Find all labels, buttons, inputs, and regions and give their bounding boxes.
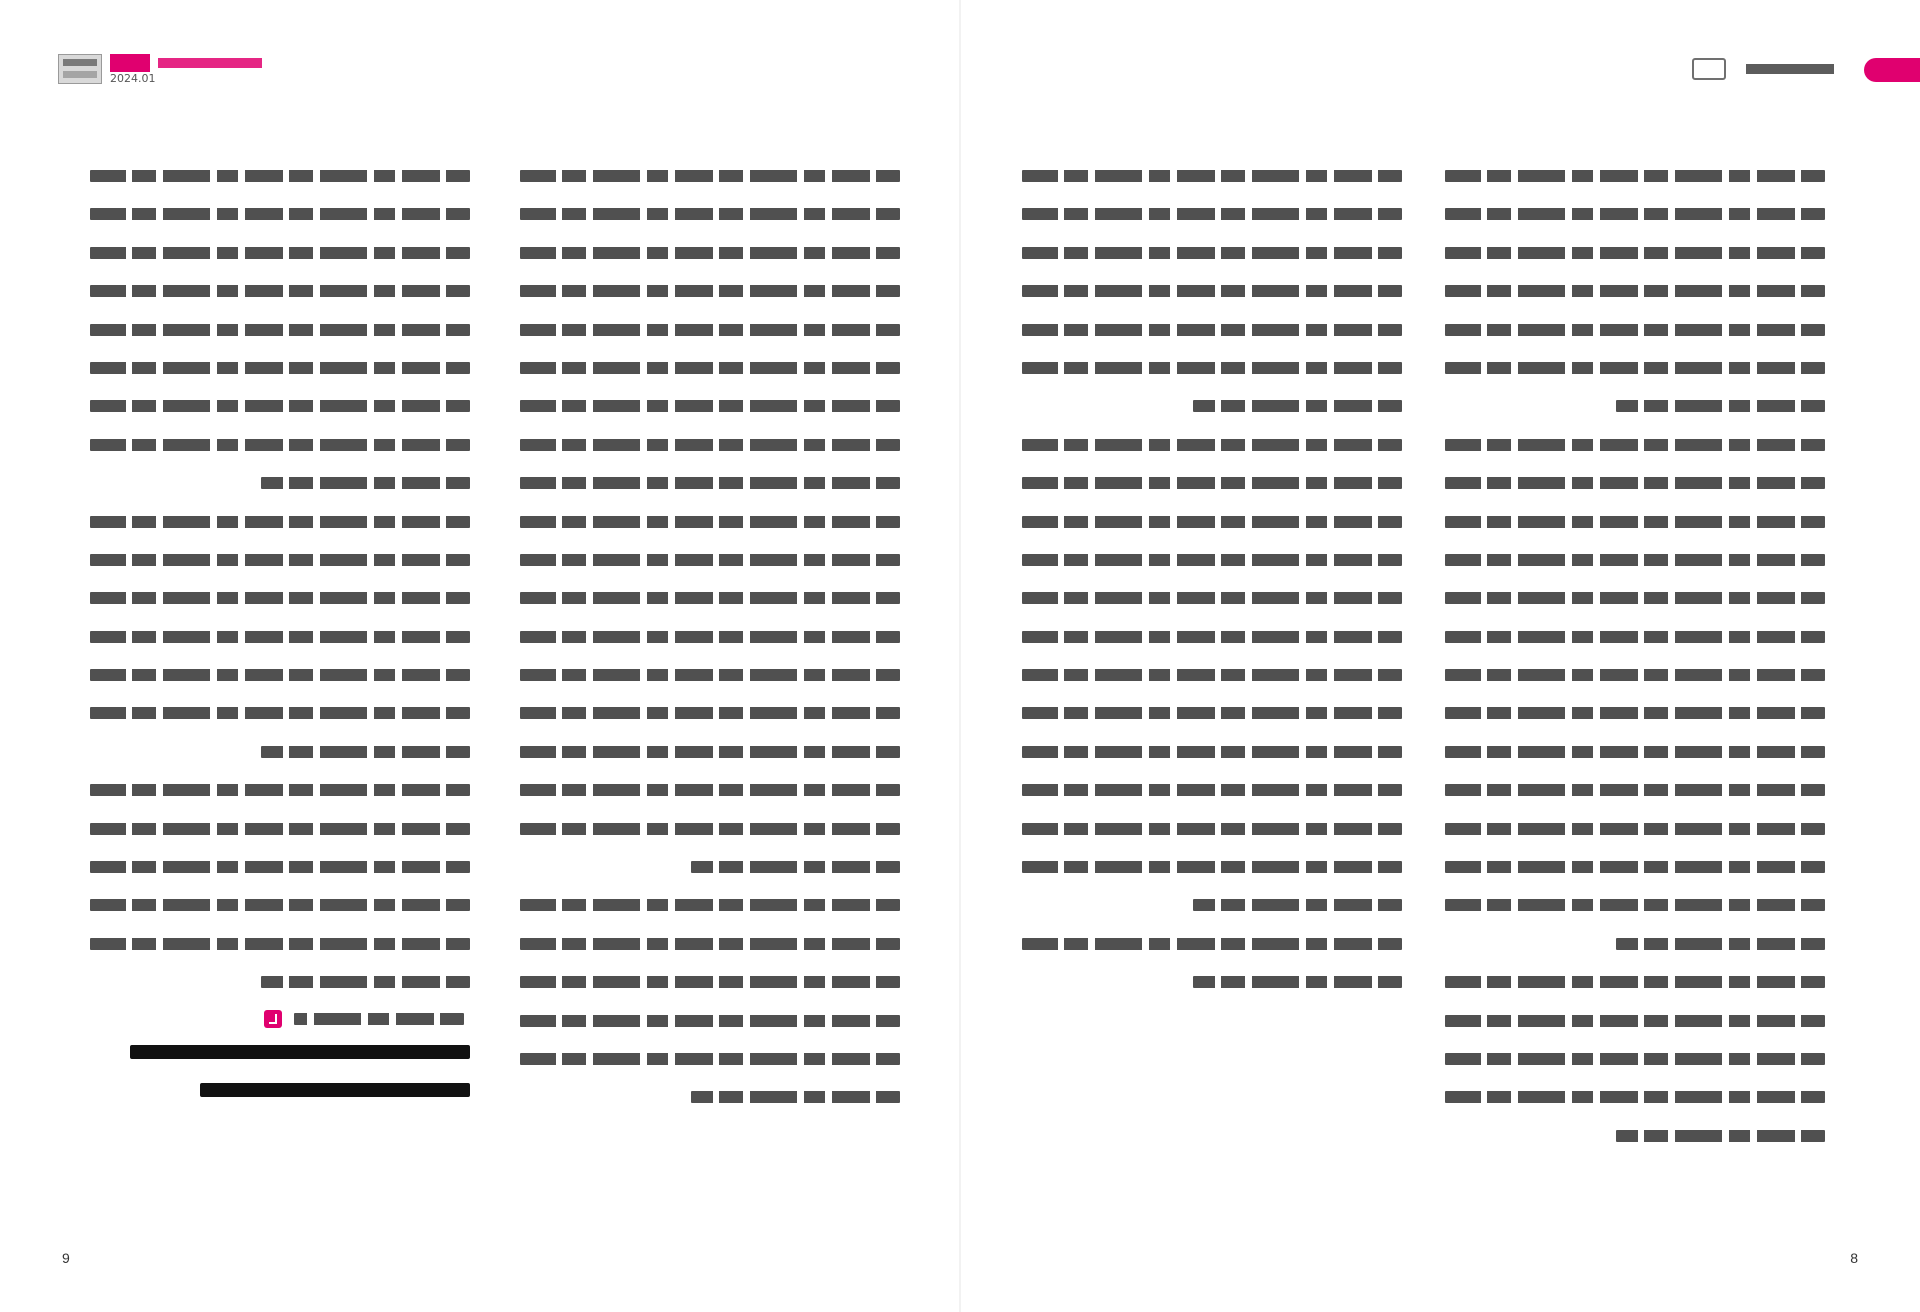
text-line xyxy=(1022,861,1402,873)
closing-line xyxy=(90,1007,470,1031)
text-line xyxy=(1445,247,1825,259)
section-glyph-icon xyxy=(1692,58,1726,80)
text-line xyxy=(1445,324,1825,336)
text-line xyxy=(1022,592,1402,604)
text-line xyxy=(90,631,470,643)
text-line xyxy=(294,1013,464,1025)
paragraph xyxy=(90,784,470,988)
text-line xyxy=(90,784,470,796)
text-line xyxy=(90,439,470,451)
text-line xyxy=(520,247,900,259)
paragraph xyxy=(1022,170,1402,412)
text-line xyxy=(520,554,900,566)
text-line xyxy=(1193,976,1402,988)
text-line xyxy=(520,669,900,681)
text-line xyxy=(520,285,900,297)
text-line xyxy=(1022,439,1402,451)
text-line xyxy=(90,400,470,412)
text-line xyxy=(520,823,900,835)
text-line xyxy=(1616,938,1825,950)
text-line xyxy=(1445,1053,1825,1065)
text-line xyxy=(520,938,900,950)
text-line xyxy=(1022,554,1402,566)
text-line xyxy=(1445,746,1825,758)
text-line xyxy=(520,208,900,220)
text-line xyxy=(261,976,470,988)
text-line xyxy=(90,208,470,220)
paragraph xyxy=(1445,170,1825,412)
paragraph xyxy=(90,516,470,758)
text-line xyxy=(1445,631,1825,643)
text-line xyxy=(1445,477,1825,489)
masthead-right xyxy=(1680,52,1920,86)
text-line xyxy=(1022,938,1402,950)
text-line xyxy=(1445,976,1825,988)
text-line xyxy=(1616,1130,1825,1142)
text-line xyxy=(1445,592,1825,604)
text-line xyxy=(520,899,900,911)
text-line xyxy=(90,707,470,719)
section-name-mark xyxy=(1746,64,1834,74)
magenta-tab-icon xyxy=(1864,58,1920,82)
text-line xyxy=(90,669,470,681)
text-line xyxy=(1445,823,1825,835)
text-line xyxy=(1022,170,1402,182)
credit-line xyxy=(130,1045,470,1059)
text-line xyxy=(520,400,900,412)
text-line xyxy=(1022,247,1402,259)
text-line xyxy=(520,1053,900,1065)
credit-line xyxy=(200,1083,470,1097)
text-line xyxy=(520,976,900,988)
text-line xyxy=(1445,362,1825,374)
text-line xyxy=(1022,516,1402,528)
text-line xyxy=(1022,631,1402,643)
text-line xyxy=(90,861,470,873)
magazine-title-mark xyxy=(110,54,150,72)
issue-date: 2024.01 xyxy=(110,72,156,85)
text-line xyxy=(90,362,470,374)
text-line xyxy=(520,362,900,374)
text-line xyxy=(1616,400,1825,412)
paragraph xyxy=(1022,439,1402,912)
page-number-right: 8 xyxy=(1850,1250,1858,1266)
text-line xyxy=(1445,516,1825,528)
text-line xyxy=(520,477,900,489)
text-line xyxy=(1445,707,1825,719)
text-line xyxy=(520,592,900,604)
magazine-name-mark xyxy=(158,58,262,68)
text-line xyxy=(520,439,900,451)
text-line xyxy=(261,746,470,758)
paragraph xyxy=(1445,439,1825,950)
text-line xyxy=(1022,285,1402,297)
text-line xyxy=(90,592,470,604)
text-line xyxy=(1022,362,1402,374)
text-line xyxy=(1445,784,1825,796)
text-line xyxy=(1445,899,1825,911)
text-line xyxy=(90,554,470,566)
paragraph xyxy=(520,899,900,1103)
page-spine xyxy=(959,0,961,1312)
text-column-2 xyxy=(1022,170,1402,1230)
text-column-3 xyxy=(520,170,900,1230)
text-line xyxy=(90,170,470,182)
text-line xyxy=(1022,746,1402,758)
text-line xyxy=(691,861,900,873)
text-line xyxy=(520,516,900,528)
text-line xyxy=(90,938,470,950)
text-line xyxy=(520,1015,900,1027)
text-line xyxy=(520,746,900,758)
text-line xyxy=(261,477,470,489)
author-credit xyxy=(90,1045,470,1097)
text-line xyxy=(691,1091,900,1103)
text-line xyxy=(1022,823,1402,835)
text-line xyxy=(90,823,470,835)
text-line xyxy=(90,247,470,259)
text-line xyxy=(90,324,470,336)
check-square-icon xyxy=(264,1010,282,1028)
text-line xyxy=(1022,707,1402,719)
text-line xyxy=(1193,400,1402,412)
text-line xyxy=(1445,439,1825,451)
text-line xyxy=(1445,861,1825,873)
magazine-logo-icon xyxy=(58,54,102,84)
text-line xyxy=(520,707,900,719)
text-column-1 xyxy=(1445,170,1825,1230)
text-line xyxy=(1022,784,1402,796)
text-line xyxy=(520,170,900,182)
text-line xyxy=(1445,208,1825,220)
text-line xyxy=(1022,324,1402,336)
text-line xyxy=(1193,899,1402,911)
paragraph xyxy=(90,170,470,489)
page-number-left: 9 xyxy=(62,1250,70,1266)
text-line xyxy=(1445,170,1825,182)
text-line xyxy=(1445,554,1825,566)
text-line xyxy=(1445,285,1825,297)
text-line xyxy=(1022,208,1402,220)
text-line xyxy=(90,285,470,297)
text-line xyxy=(520,631,900,643)
text-line xyxy=(1445,669,1825,681)
paragraph xyxy=(1022,938,1402,988)
text-line xyxy=(520,784,900,796)
text-column-4 xyxy=(90,170,470,1230)
text-line xyxy=(90,516,470,528)
paragraph xyxy=(1445,976,1825,1142)
text-line xyxy=(1445,1015,1825,1027)
text-line xyxy=(90,899,470,911)
text-line xyxy=(1022,669,1402,681)
text-line xyxy=(1445,1091,1825,1103)
text-line xyxy=(520,324,900,336)
paragraph xyxy=(520,170,900,873)
text-line xyxy=(1022,477,1402,489)
